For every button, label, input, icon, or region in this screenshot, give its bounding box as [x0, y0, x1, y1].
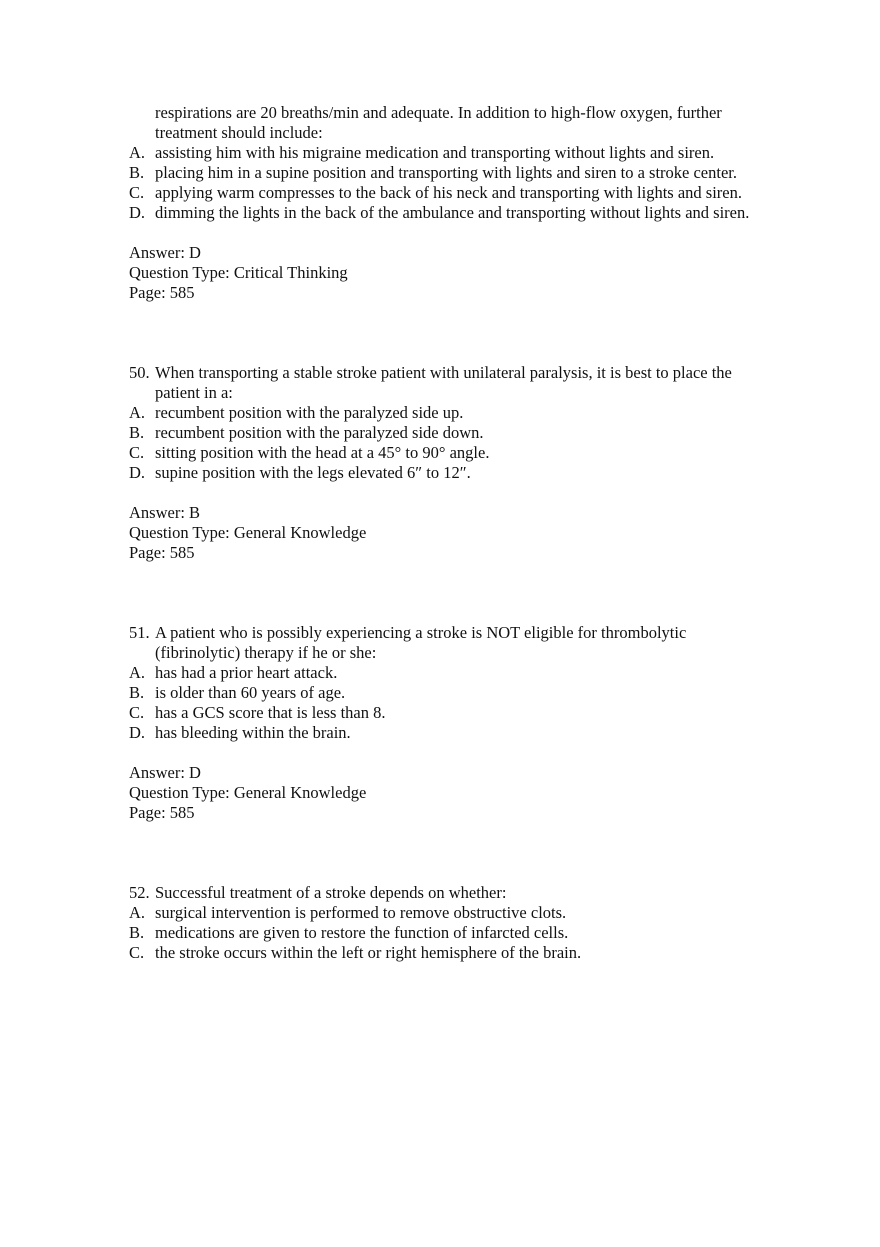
question-52 — [129, 883, 759, 963]
option-text: dimming the lights in the back of the ambulance and transporting without lights and siren. — [155, 203, 750, 222]
answer-option-b — [129, 923, 759, 943]
question-stem-continuation: respirations are 20 breaths/min and adequate. In addition to high-flow oxygen, further treatment should include: — [155, 103, 722, 142]
answer-option-b — [129, 683, 759, 703]
option-text: is older than 60 years of age. — [155, 683, 346, 702]
answer-key: Answer: D — [129, 763, 201, 782]
option-text: the stroke occurs within the left or right hemisphere of the brain. — [155, 943, 582, 962]
option-text: sitting position with the head at a 45° to 90° angle. — [155, 443, 490, 462]
page-reference: Page: 585 — [129, 803, 195, 822]
question-stem — [129, 883, 759, 903]
spacer — [129, 823, 759, 883]
question-number: 52. — [129, 883, 150, 902]
question-50 — [129, 363, 759, 563]
answer-option-c — [129, 943, 759, 963]
option-text: applying warm compresses to the back of his neck and transporting with lights and siren. — [155, 183, 742, 202]
answer-option-a — [129, 143, 759, 163]
answer-option-a — [129, 663, 759, 683]
question-51 — [129, 623, 759, 823]
option-letter: C. — [129, 443, 145, 462]
answer-option-a — [129, 403, 759, 423]
answer-key: Answer: D — [129, 243, 201, 262]
question-text: Successful treatment of a stroke depends on whether: — [155, 883, 507, 902]
option-letter: B. — [129, 163, 145, 182]
answer-option-c — [129, 183, 759, 203]
option-letter: B. — [129, 683, 145, 702]
option-letter: A. — [129, 143, 146, 162]
question-type: Question Type: General Knowledge — [129, 523, 367, 542]
option-text: placing him in a supine position and transporting with lights and siren to a stroke center. — [155, 163, 737, 182]
answer-option-a — [129, 903, 759, 923]
answer-option-d — [129, 723, 759, 743]
question-stem — [129, 363, 759, 403]
question-text: A patient who is possibly experiencing a stroke is NOT eligible for thrombolytic (fibrinolytic) therapy if he or she: — [155, 623, 687, 662]
page-reference: Page: 585 — [129, 283, 195, 302]
page-reference: Page: 585 — [129, 543, 195, 562]
option-letter: B. — [129, 923, 145, 942]
answer-option-c — [129, 703, 759, 723]
option-text: has a GCS score that is less than 8. — [155, 703, 386, 722]
answer-option-d — [129, 463, 759, 483]
option-text: has bleeding within the brain. — [155, 723, 351, 742]
answer-option-b — [129, 163, 759, 183]
option-text: supine position with the legs elevated 6″ to 12″. — [155, 463, 471, 482]
question-text: When transporting a stable stroke patient with unilateral paralysis, it is best to place the patient in a: — [155, 363, 732, 402]
option-letter: D. — [129, 203, 146, 222]
option-letter: A. — [129, 903, 146, 922]
answer-block — [129, 503, 759, 563]
option-letter: C. — [129, 703, 145, 722]
document-page — [129, 103, 759, 963]
question-type: Question Type: General Knowledge — [129, 783, 367, 802]
option-text: recumbent position with the paralyzed side down. — [155, 423, 484, 442]
spacer — [129, 303, 759, 363]
answer-option-b — [129, 423, 759, 443]
option-letter: D. — [129, 723, 146, 742]
option-letter: C. — [129, 943, 145, 962]
spacer — [129, 563, 759, 623]
question-type: Question Type: Critical Thinking — [129, 263, 348, 282]
option-letter: B. — [129, 423, 145, 442]
option-text: recumbent position with the paralyzed side up. — [155, 403, 464, 422]
option-text: surgical intervention is performed to remove obstructive clots. — [155, 903, 567, 922]
option-text: has had a prior heart attack. — [155, 663, 338, 682]
option-text: assisting him with his migraine medication and transporting without lights and siren. — [155, 143, 715, 162]
option-text: medications are given to restore the function of infarcted cells. — [155, 923, 569, 942]
answer-block — [129, 243, 759, 303]
question-number: 51. — [129, 623, 150, 642]
answer-key: Answer: B — [129, 503, 201, 522]
question-49 — [129, 103, 759, 303]
answer-block — [129, 763, 759, 823]
option-letter: D. — [129, 463, 146, 482]
answer-option-c — [129, 443, 759, 463]
option-letter: C. — [129, 183, 145, 202]
question-number: 50. — [129, 363, 150, 382]
question-stem — [129, 623, 759, 663]
answer-option-d — [129, 203, 759, 223]
option-letter: A. — [129, 663, 146, 682]
option-letter: A. — [129, 403, 146, 422]
